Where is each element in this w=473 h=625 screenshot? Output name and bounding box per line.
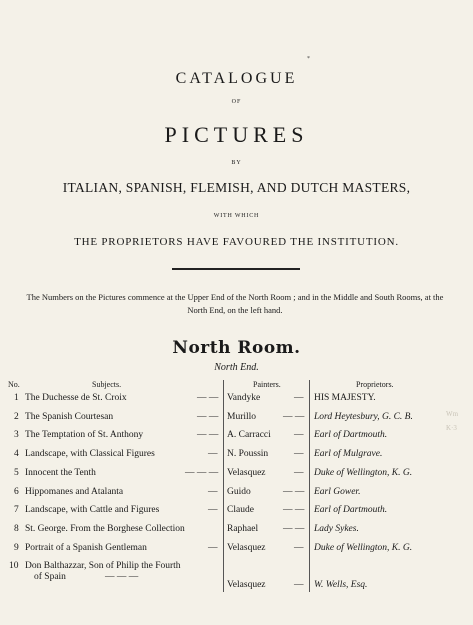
row-proprietor: Duke of Wellington, K. G. bbox=[314, 542, 413, 553]
header-painters: Painters. bbox=[253, 380, 281, 389]
margin-mark: K·3 bbox=[446, 424, 457, 432]
row-subject-dash: — bbox=[208, 542, 218, 553]
row-subject-dash: — — — bbox=[105, 572, 139, 583]
row-painter: Claude bbox=[227, 505, 254, 516]
divider-rule bbox=[172, 268, 300, 270]
row-number: 3 bbox=[14, 430, 19, 441]
row-painter-dash: — bbox=[294, 430, 304, 441]
row-painter: Velasquez bbox=[227, 467, 266, 478]
row-painter: A. Carracci bbox=[227, 430, 271, 441]
row-number: 7 bbox=[14, 505, 19, 516]
row-number: 5 bbox=[14, 467, 19, 478]
row-painter-dash: — — bbox=[283, 523, 305, 534]
row-number: 4 bbox=[14, 449, 19, 460]
row-painter-dash: — bbox=[294, 542, 304, 553]
title-of: OF bbox=[231, 99, 242, 105]
title-masters: ITALIAN, SPANISH, FLEMISH, AND DUTCH MASTERS, bbox=[62, 180, 411, 195]
row-number: 2 bbox=[14, 411, 19, 422]
row-painter-dash: — bbox=[294, 467, 304, 478]
row-subject: The Temptation of St. Anthony bbox=[25, 430, 144, 441]
row-painter: Velasquez bbox=[227, 580, 266, 590]
room-subheading: North End. bbox=[214, 362, 259, 373]
row-subject-dash: — — bbox=[197, 430, 219, 441]
row-painter: Velasquez bbox=[227, 542, 266, 553]
header-proprietors: Proprietors. bbox=[356, 380, 394, 389]
row-painter-dash: — — bbox=[283, 411, 305, 422]
row-painter: Guido bbox=[227, 486, 251, 497]
title-by: BY bbox=[231, 160, 242, 166]
row-subject-dash: — bbox=[208, 449, 218, 460]
row-painter: Murillo bbox=[227, 411, 257, 422]
row-proprietor: Earl of Dartmouth. bbox=[314, 505, 388, 516]
header-no: No. bbox=[8, 380, 20, 389]
margin-mark: Wm bbox=[446, 410, 459, 418]
row-number: 1 bbox=[14, 393, 19, 403]
row-painter-dash: — — bbox=[283, 486, 305, 497]
row-subject: The Spanish Courtesan bbox=[25, 411, 114, 422]
row-subject: Landscape, with Classical Figures bbox=[25, 449, 155, 460]
numbering-note: The Numbers on the Pictures commence at the Upper End of the North Room ; and in the Middle and South Rooms, at the North End, on the left hand. bbox=[26, 292, 444, 315]
page-mark: * bbox=[307, 56, 310, 62]
row-subject: Hippomanes and Atalanta bbox=[25, 486, 124, 497]
row-painter: Raphael bbox=[227, 523, 259, 534]
row-painter-dash: — bbox=[294, 449, 304, 460]
row-painter-dash: — — bbox=[283, 505, 305, 516]
row-painter-dash: — bbox=[294, 580, 304, 590]
row-painter: Vandyke bbox=[227, 393, 261, 403]
row-number: 10 bbox=[9, 561, 19, 572]
row-painter: N. Poussin bbox=[227, 449, 269, 460]
row-subject-dash: — bbox=[208, 486, 218, 497]
row-proprietor: Lord Heytesbury, G. C. B. bbox=[314, 411, 413, 422]
row-number: 6 bbox=[14, 486, 19, 497]
row-number: 9 bbox=[14, 542, 19, 553]
header-subjects: Subjects. bbox=[92, 380, 122, 389]
row-subject: Innocent the Tenth bbox=[25, 467, 96, 478]
column-rule-painters bbox=[223, 380, 224, 592]
row-proprietor: W. Wells, Esq. bbox=[314, 580, 368, 590]
row-subject-dash: — — — bbox=[185, 467, 219, 478]
row-proprietor: Earl Gower. bbox=[314, 486, 361, 497]
row-subject: Portrait of a Spanish Gentleman bbox=[25, 542, 147, 553]
row-subject: Landscape, with Cattle and Figures bbox=[25, 505, 160, 516]
row-number: 8 bbox=[14, 523, 19, 534]
title-proprietors: THE PROPRIETORS HAVE FAVOURED THE INSTITUTION. bbox=[74, 236, 399, 248]
row-proprietor: Duke of Wellington, K. G. bbox=[314, 467, 413, 478]
row-subject: Don Balthazzar, Son of Philip the Fourth bbox=[25, 561, 181, 572]
row-subject-continued: of Spain bbox=[34, 572, 66, 583]
row-subject-dash: — — bbox=[197, 393, 219, 403]
title-pictures: PICTURES bbox=[164, 122, 309, 147]
row-proprietor: Earl of Dartmouth. bbox=[314, 430, 388, 441]
row-painter-dash: — bbox=[294, 393, 304, 403]
room-heading: North Room. bbox=[172, 338, 301, 358]
row-subject-dash: — — bbox=[197, 411, 219, 422]
column-rule-proprietors bbox=[309, 380, 310, 592]
row-proprietor: HIS MAJESTY. bbox=[314, 393, 376, 403]
row-subject: The Duchesse de St. Croix bbox=[25, 393, 127, 403]
row-subject-dash: — bbox=[208, 505, 218, 516]
row-proprietor: Earl of Mulgrave. bbox=[314, 449, 383, 460]
title-with-which: WITH WHICH bbox=[213, 213, 260, 219]
row-proprietor: Lady Sykes. bbox=[314, 523, 359, 534]
title-catalogue: CATALOGUE bbox=[175, 70, 298, 87]
row-subject: St. George. From the Borghese Collection bbox=[25, 523, 185, 534]
